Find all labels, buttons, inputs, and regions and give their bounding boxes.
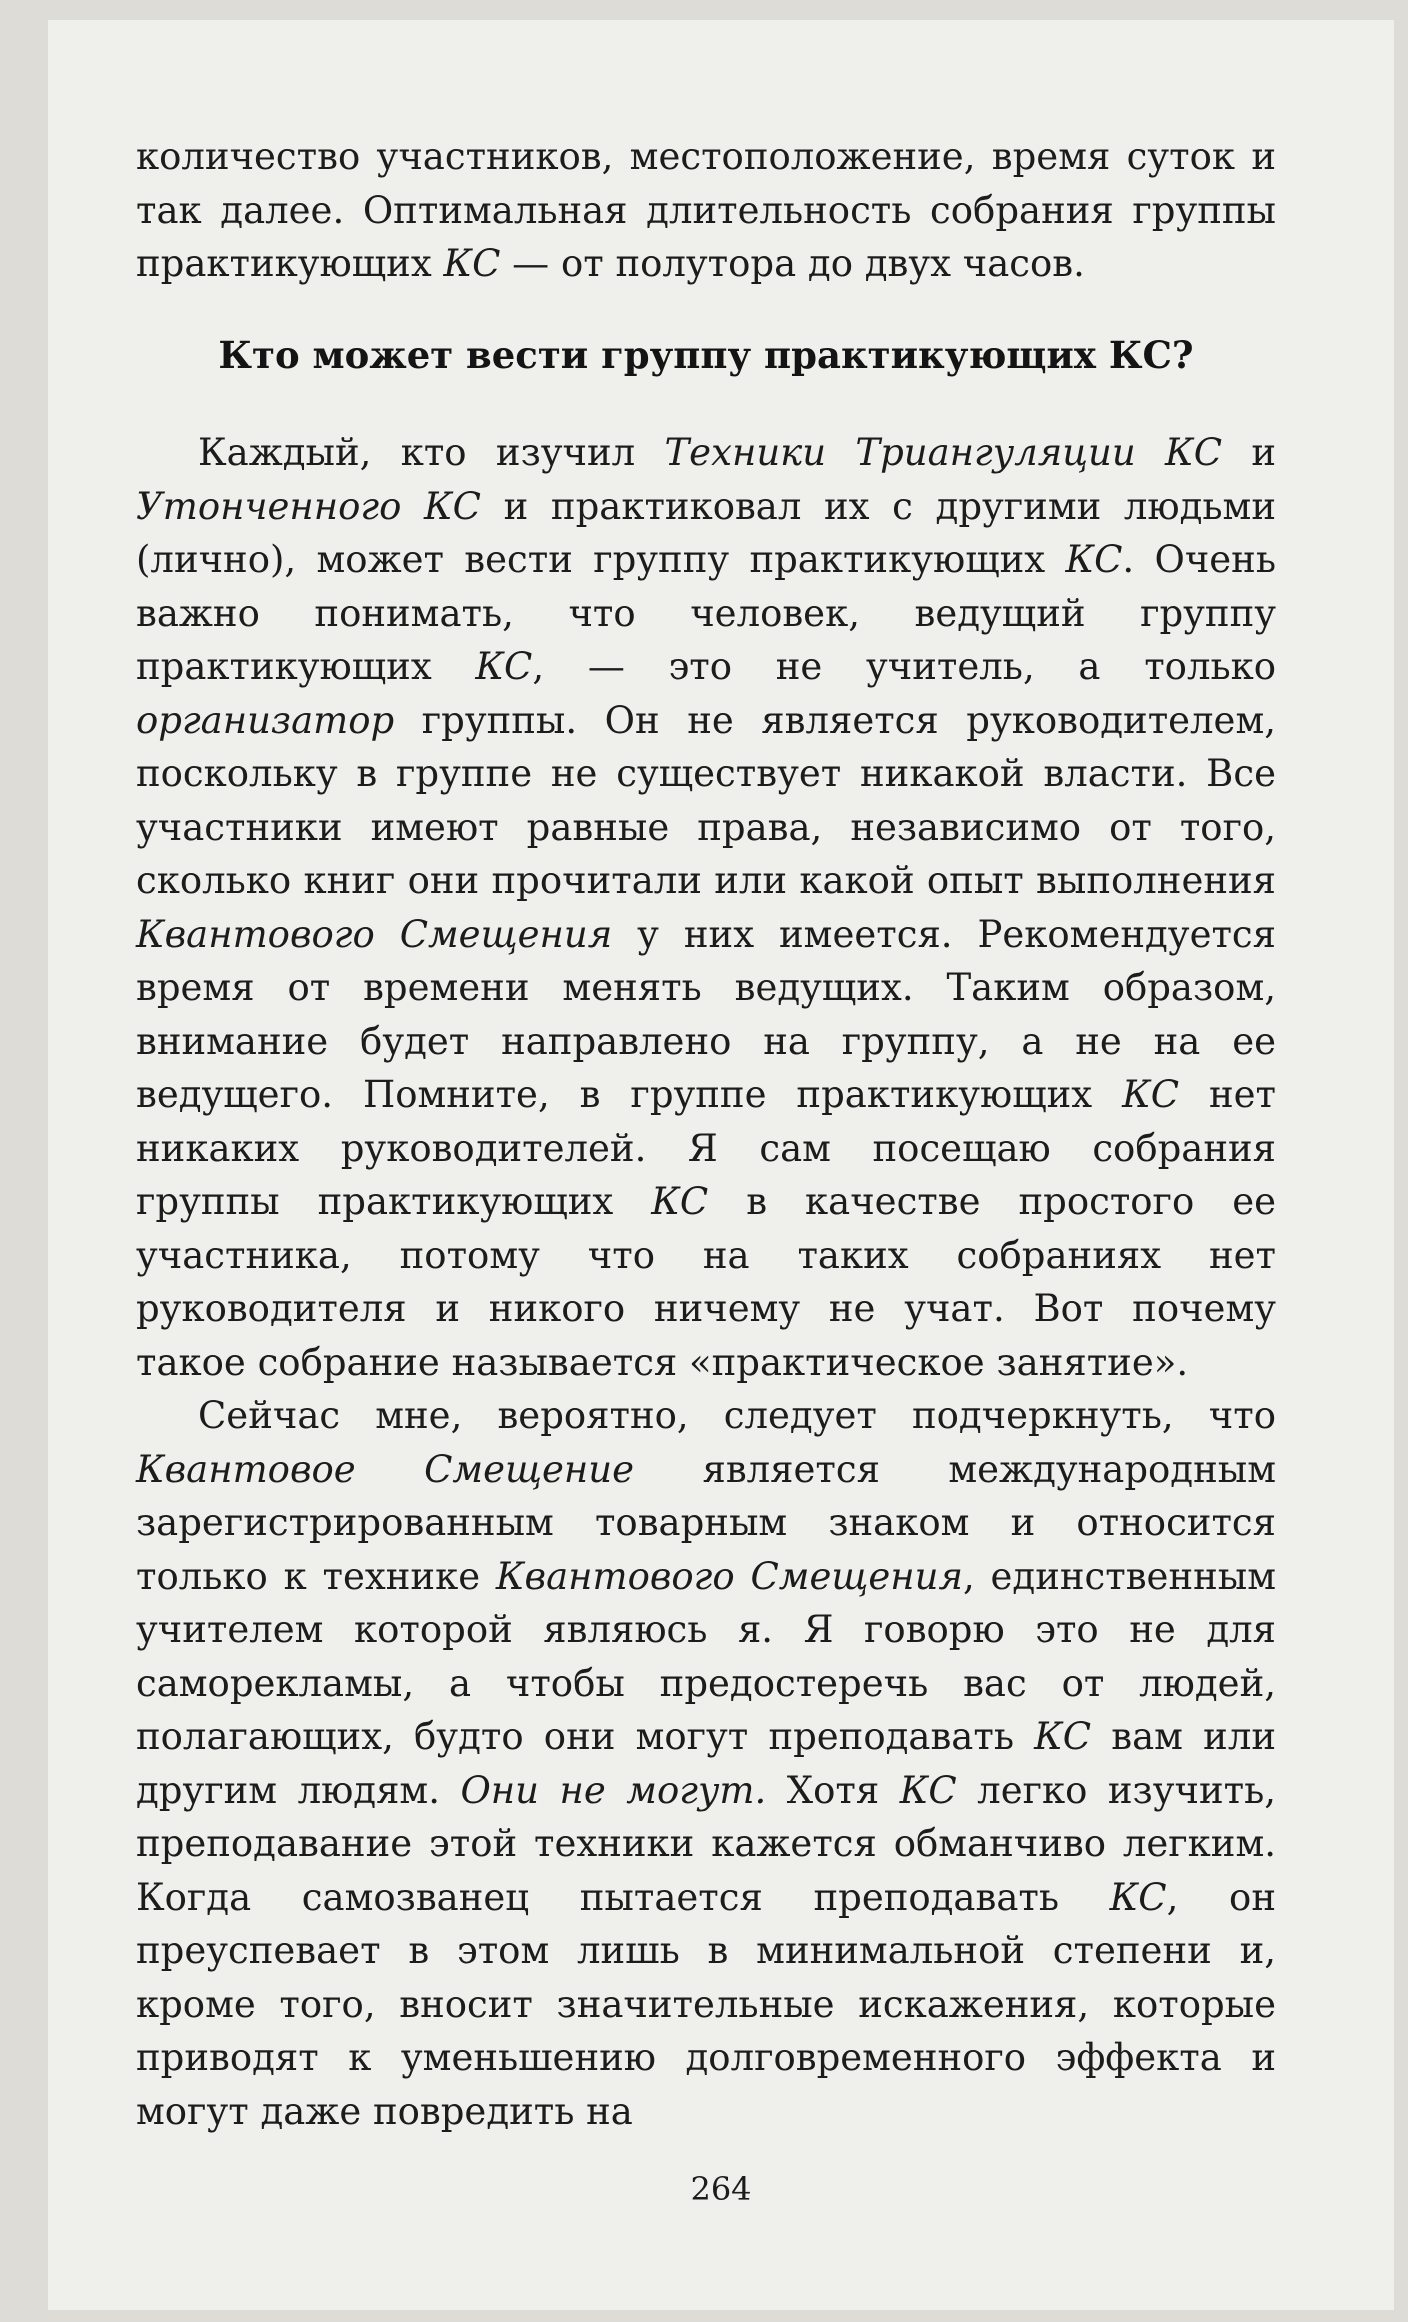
text-run: является международным зарегистрированным товарным знаком и относится только к технике bbox=[136, 1447, 1276, 1598]
text-run: , он преуспевает в этом лишь в минимальной степени и, кроме того, вносит значительные искажения, которые приводят к уменьшению долговременного эффекта и могут даже повредить на bbox=[136, 1875, 1276, 2133]
italic-text-run: Они не могут. bbox=[460, 1768, 767, 1812]
italic-text-run: КС bbox=[475, 645, 533, 688]
italic-text-run: КС bbox=[1065, 538, 1123, 581]
text-run: в качестве простого ее участника, потому что на таких собраниях нет руководителя и никого ничему не учат. Вот почему такое собрание называется «практическое занятие». bbox=[136, 1180, 1276, 1384]
italic-text-run: Квантового Смещения bbox=[495, 1554, 963, 1598]
book-page bbox=[48, 20, 1394, 2310]
text-run: группы. Он не является руководителем, поскольку в группе не существует никакой власти. Все участники имеют равные права, независимо от того, сколько книг они прочитали или какой опыт выполнения bbox=[136, 698, 1276, 902]
italic-text-run: КС bbox=[1109, 1875, 1167, 1919]
italic-text-run: КС bbox=[443, 242, 501, 285]
paragraph-1 bbox=[136, 426, 1276, 1389]
text-run: у них имеется. Рекомендуется время от времени менять ведущих. Таким образом, внимание будет направлено на группу, а не на ее ведущего. Помните, в группе практикующих bbox=[136, 912, 1276, 1116]
italic-text-run: КС bbox=[899, 1768, 957, 1812]
paragraph-top bbox=[136, 130, 1276, 291]
italic-text-run: Квантового Смещения bbox=[136, 912, 613, 956]
italic-text-run: КС bbox=[651, 1180, 709, 1223]
italic-text-run: Утонченного КС bbox=[136, 484, 481, 528]
text-run: . Очень важно понимать, что человек, ведущий группу практикующих bbox=[136, 538, 1276, 688]
text-run: , — это не учитель, а только bbox=[532, 645, 1276, 688]
text-run: и практиковал их с другими людьми (лично), может вести группу практикующих bbox=[136, 484, 1276, 581]
text-run: количество участников, местоположение, время суток и так далее. Оптимальная длительность собрания группы практикующих bbox=[136, 135, 1276, 285]
text-run: легко изучить, преподавание этой техники кажется обманчиво легким. Когда самозванец пытается преподавать bbox=[136, 1768, 1276, 1919]
italic-text-run: Квантовое Смещение bbox=[136, 1447, 635, 1491]
page-body bbox=[136, 130, 1276, 2138]
italic-text-run: организатор bbox=[136, 698, 395, 742]
italic-text-run: КС bbox=[1034, 1715, 1092, 1758]
text-run: и bbox=[1222, 431, 1276, 474]
page-number: 264 bbox=[690, 2170, 752, 2208]
text-run: вам или другим людям. bbox=[136, 1715, 1276, 1812]
text-run: — от полутора до двух часов. bbox=[500, 242, 1085, 285]
text-run: Каждый, кто изучил bbox=[198, 431, 665, 474]
italic-text-run: КС bbox=[1122, 1073, 1180, 1116]
section-heading: Кто может вести группу практикующих КС? bbox=[218, 332, 1194, 377]
text-run: Сейчас мне, вероятно, следует подчеркнуть, что bbox=[198, 1394, 1276, 1437]
text-run: нет никаких руководителей. Я сам посещаю собрания группы практикующих bbox=[136, 1073, 1277, 1223]
text-run: , единственным учителем которой являюсь я. Я говорю это не для саморекламы, а чтобы предостеречь вас от людей, полагающих, будто они могут преподавать bbox=[136, 1554, 1276, 1758]
text-run: Хотя bbox=[766, 1768, 900, 1812]
italic-text-run: Техники Триангуляции КС bbox=[664, 431, 1222, 474]
paragraph-2 bbox=[136, 1389, 1276, 2138]
